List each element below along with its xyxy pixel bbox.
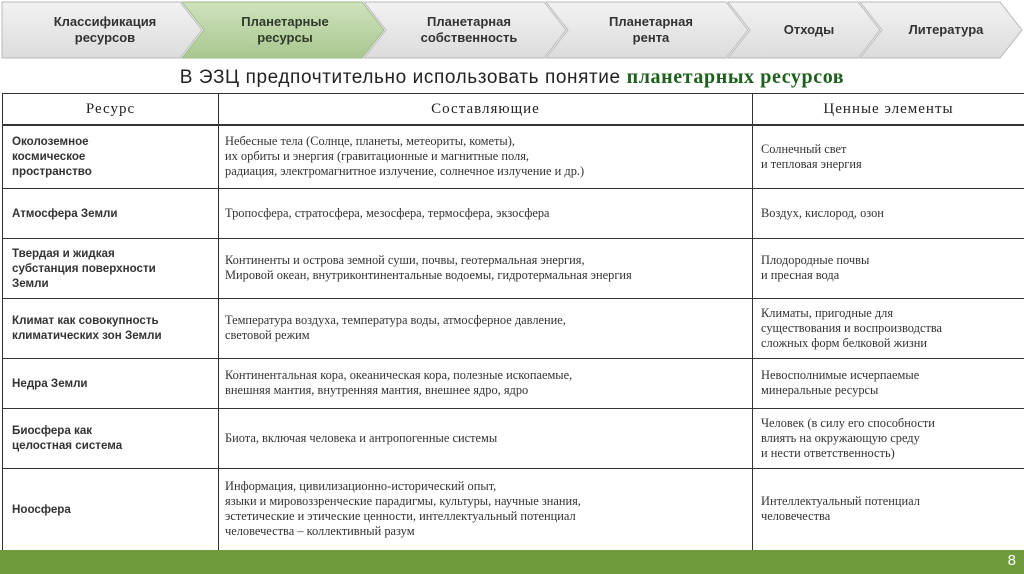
resource-name: Околоземное космическое пространство (3, 125, 219, 188)
table-row (3, 358, 1024, 408)
table-row (3, 238, 1024, 298)
table-row (3, 468, 1024, 550)
resource-components: Температура воздуха, температура воды, атмосферное давление, световой режим (219, 298, 753, 358)
resource-components: Небесные тела (Солнце, планеты, метеориты, кометы), их орбиты и энергия (гравитационные и магнитные поля, радиация, электромагнитное излучение, солнечное излучение и др.) (219, 125, 753, 188)
subtitle-prefix: В ЭЗЦ предпочтительно использовать понятие (179, 67, 627, 88)
resource-components: Биота, включая человека и антропогенные системы (219, 408, 753, 468)
header-components: Составляющие (219, 94, 753, 126)
resource-components: Континенты и острова земной суши, почвы, геотермальная энергия, Мировой океан, внутриконтинентальные водоемы, гидротермальная энергия (219, 238, 753, 298)
nav-item-planetary-resources[interactable]: Планетарные ресурсы (241, 14, 329, 45)
footer-bar (0, 550, 1024, 574)
table-row (3, 298, 1024, 358)
resource-components: Континентальная кора, океаническая кора, полезные ископаемые, внешняя мантия, внутренняя мантия, внешнее ядро, ядро (219, 358, 753, 408)
resource-valuable: Человек (в силу его способности влиять на окружающую среду и нести ответственность) (753, 408, 1024, 468)
resource-valuable: Солнечный свет и тепловая энергия (753, 125, 1024, 188)
nav-item-literature[interactable]: Литература (908, 22, 984, 37)
header-resource: Ресурс (3, 94, 219, 126)
page-number: 8 (1007, 552, 1016, 569)
nav-item-planetary-rent[interactable]: Планетарная рента (609, 14, 693, 45)
resource-name: Биосфера как целостная система (3, 408, 219, 468)
header-valuable-elements: Ценные элементы (753, 94, 1024, 126)
nav-item-resource-classification[interactable]: Классификация ресурсов (53, 14, 157, 45)
subtitle-highlight: планетарных ресурсов (626, 66, 845, 88)
resource-valuable: Интеллектуальный потенциал человечества (753, 468, 1024, 550)
resource-name: Ноосфера (3, 468, 219, 550)
planetary-resources-table (2, 93, 1024, 551)
resource-components: Тропосфера, стратосфера, мезосфера, термосфера, экзосфера (219, 188, 753, 238)
slide-subtitle (0, 66, 1024, 92)
resource-name: Климат как совокупность климатических зон Земли (3, 298, 219, 358)
nav-item-waste[interactable]: Отходы (783, 22, 835, 37)
table-row (3, 408, 1024, 468)
resource-name: Атмосфера Земли (3, 188, 219, 238)
table-header-row (3, 94, 1024, 126)
top-navigation (0, 0, 1024, 60)
resource-valuable: Невосполнимые исчерпаемые минеральные ресурсы (753, 358, 1024, 408)
table-row (3, 188, 1024, 238)
resource-valuable: Климаты, пригодные для существования и воспроизводства сложных форм белковой жизни (753, 298, 1024, 358)
resource-components: Информация, цивилизационно-исторический опыт, языки и мировоззренческие парадигмы, культуры, научные знания, эстетические и этические ценности, интеллектуальный потенциал человечества – коллективный разум (219, 468, 753, 550)
resource-name: Недра Земли (3, 358, 219, 408)
nav-item-planetary-property[interactable]: Планетарная собственность (420, 14, 518, 45)
table-row (3, 125, 1024, 188)
resource-name: Твердая и жидкая субстанция поверхности Земли (3, 238, 219, 298)
resource-valuable: Воздух, кислород, озон (753, 188, 1024, 238)
resource-valuable: Плодородные почвы и пресная вода (753, 238, 1024, 298)
